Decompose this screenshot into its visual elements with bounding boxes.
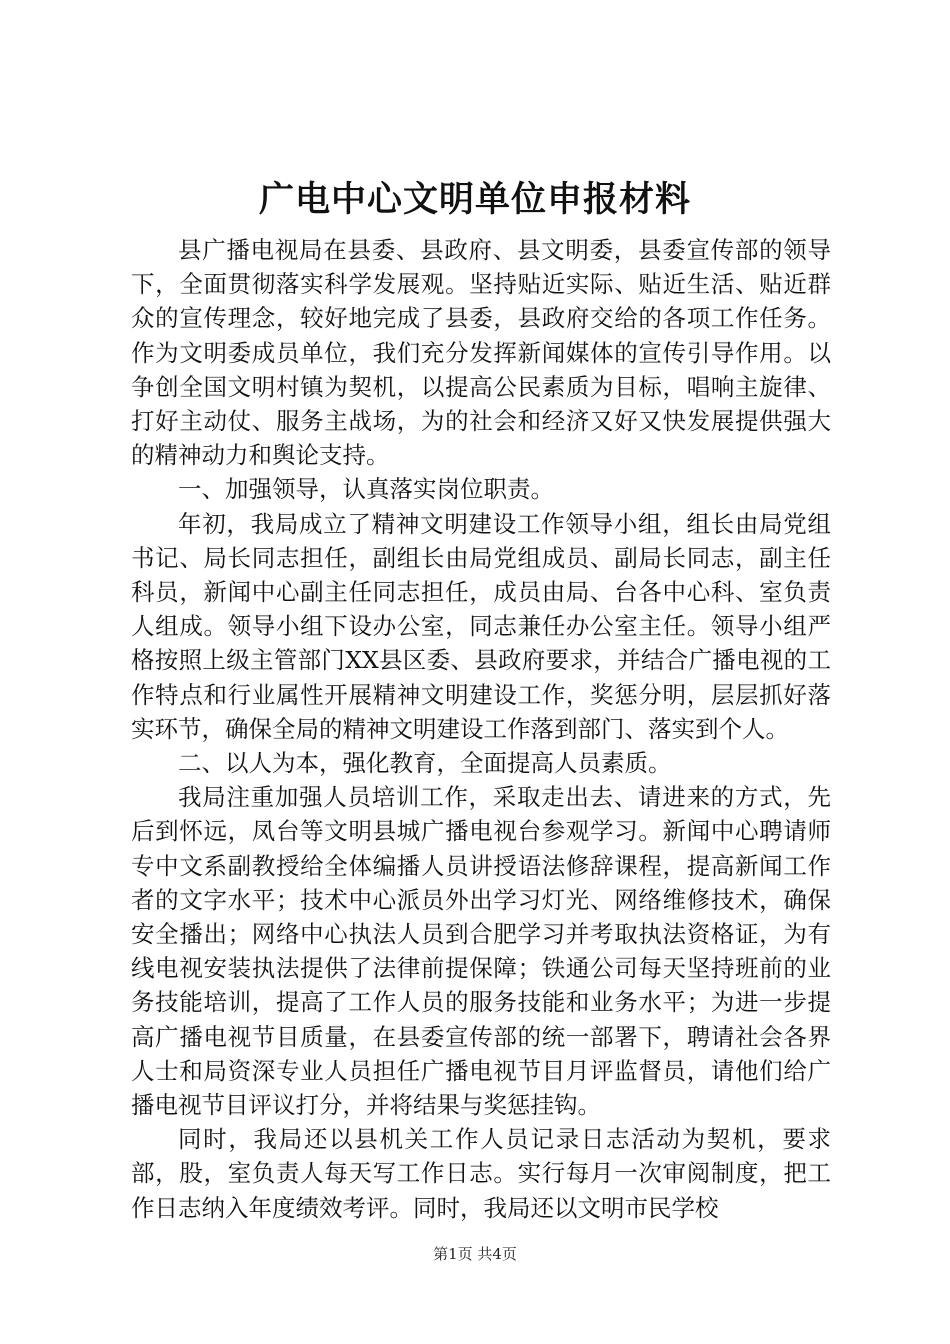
intro-paragraph: 县广播电视局在县委、县政府、县文明委，县委宣传部的领导下，全面贯彻落实科学发展观。坚持贴近实际、贴近生活、贴近群众的宣传理念，较好地完成了县委，县政府交给的各项工作任务。作为文明委成员单位，我们充分发挥新闻媒体的宣传引导作用。以争创全国文明村镇为契机，以提高公民素质为目标，唱响主旋律、打好主动仗、服务主战场，为的社会和经济又好又快发展提供强大的精神动力和舆论支持。 xyxy=(131,236,831,470)
document-title: 广电中心文明单位申报材料 xyxy=(258,179,691,220)
section-2-continued-paragraph: 同时，我局还以县机关工作人员记录日志活动为契机，要求部，股，室负责人每天写工作日志。实行每月一次审阅制度，把工作日志纳入年度绩效考评。同时，我局还以文明市民学校 xyxy=(131,1125,831,1222)
section-2-paragraph: 我局注重加强人员培训工作，采取走出去、请进来的方式，先后到怀远，凤台等文明县城广播电视台参观学习。新闻中心聘请师专中文系副教授给全体编播人员讲授语法修辞课程，提高新闻工作者的文字水平；技术中心派员外出学习灯光、网络维修技术，确保安全播出；网络中心执法人员到合肥学习并考取执法资格证，为有线电视安装执法提供了法律前提保障；铁通公司每天坚持班前的业务技能培训，提高了工作人员的服务技能和业务水平；为进一步提高广播电视节目质量，在县委宣传部的统一部署下，聘请社会各界人士和局资深专业人员担任广播电视节目月评监督员，请他们给广播电视节目评议打分，并将结果与奖惩挂钩。 xyxy=(131,783,831,1120)
page-number-footer: 第1页 共4页 xyxy=(433,1245,517,1263)
document-body xyxy=(131,233,831,1225)
section-heading-2: 二、以人为本，强化教育，全面提高人员素质。 xyxy=(178,749,672,778)
section-heading-1: 一、加强领导，认真落实岗位职责。 xyxy=(178,475,554,504)
section-1-paragraph: 年初，我局成立了精神文明建设工作领导小组，组长由局党组书记、局长同志担任，副组长由局党组成员、副局长同志，副主任科员，新闻中心副主任同志担任，成员由局、台各中心科、室负责人组成。领导小组下设办公室，同志兼任办公室主任。领导小组严格按照上级主管部门XX县区委、县政府要求，并结合广播电视的工作特点和行业属性开展精神文明建设工作，奖惩分明，层层抓好落实环节，确保全局的精神文明建设工作落到部门、落实到个人。 xyxy=(131,509,831,743)
